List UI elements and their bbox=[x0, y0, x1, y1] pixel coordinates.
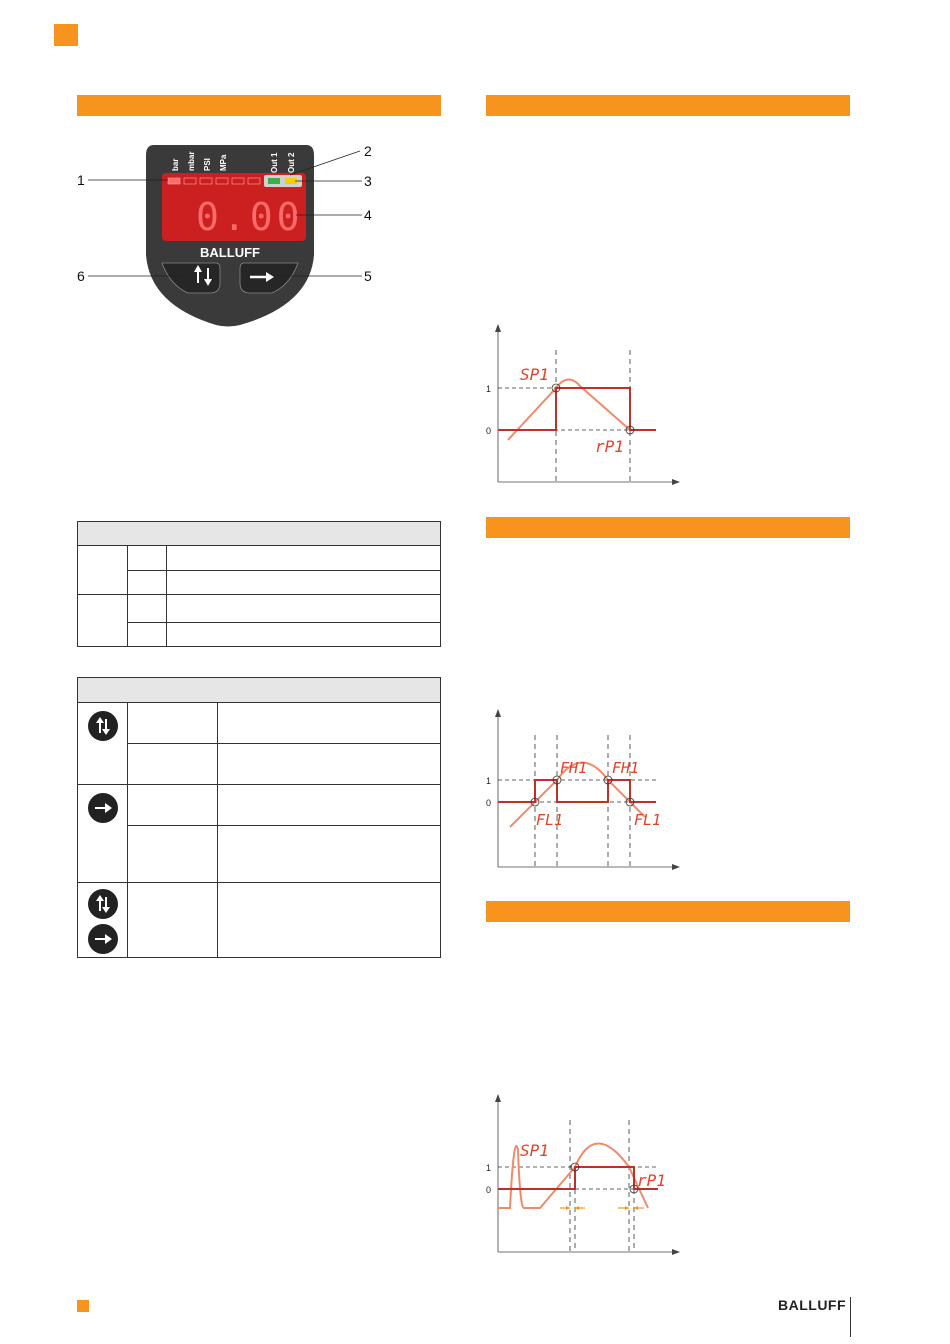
sp1-label: SP1 bbox=[520, 1141, 549, 1160]
svg-text:Out 2: Out 2 bbox=[287, 152, 296, 173]
callout-4: 4 bbox=[364, 207, 372, 223]
delay-diagram bbox=[480, 1090, 690, 1260]
footer-brand-logo: BALLUFF bbox=[778, 1297, 847, 1313]
section-bar-right-3 bbox=[486, 901, 850, 922]
y-tick-1: 1 bbox=[486, 384, 492, 394]
fl1-label-b: FL1 bbox=[634, 811, 662, 829]
fh1-label-b: FH1 bbox=[612, 759, 640, 777]
svg-text:MPa: MPa bbox=[219, 154, 228, 171]
fl1-label-a: FL1 bbox=[536, 811, 564, 829]
svg-text:PSI: PSI bbox=[203, 158, 212, 171]
footer-marker bbox=[77, 1300, 89, 1312]
callout-6: 6 bbox=[77, 268, 85, 284]
up-down-arrows-icon bbox=[88, 711, 118, 741]
corner-marker bbox=[54, 24, 78, 46]
callout-5: 5 bbox=[364, 268, 372, 284]
up-down-arrows-icon bbox=[88, 889, 118, 919]
right-arrow-icon bbox=[88, 924, 118, 954]
hysteresis-diagram bbox=[480, 320, 690, 490]
section-bar-left bbox=[77, 95, 441, 116]
svg-text:0.00: 0.00 bbox=[196, 195, 304, 239]
right-arrow-icon bbox=[88, 793, 118, 823]
y-tick-0: 0 bbox=[486, 798, 492, 808]
led-table bbox=[77, 521, 441, 647]
y-tick-0: 0 bbox=[486, 1185, 492, 1195]
sp1-label: SP1 bbox=[520, 365, 549, 384]
y-tick-0: 0 bbox=[486, 426, 492, 436]
window-diagram bbox=[480, 705, 690, 875]
svg-text:Out 1: Out 1 bbox=[270, 152, 279, 173]
callout-2: 2 bbox=[364, 143, 372, 159]
svg-text:BALLUFF: BALLUFF bbox=[200, 245, 260, 260]
footer-divider bbox=[850, 1297, 851, 1337]
fh1-label-a: FH1 bbox=[560, 759, 588, 777]
svg-text:bar: bar bbox=[171, 158, 180, 171]
rp1-label: rP1 bbox=[637, 1171, 666, 1190]
callout-1: 1 bbox=[77, 172, 85, 188]
callout-3: 3 bbox=[364, 173, 372, 189]
section-bar-right-2 bbox=[486, 517, 850, 538]
button-table bbox=[77, 677, 441, 958]
y-tick-1: 1 bbox=[486, 776, 492, 786]
svg-text:mbar: mbar bbox=[187, 151, 196, 171]
device-panel-illustration bbox=[70, 135, 390, 335]
section-bar-right-1 bbox=[486, 95, 850, 116]
y-tick-1: 1 bbox=[486, 1163, 492, 1173]
rp1-label: rP1 bbox=[595, 437, 624, 456]
